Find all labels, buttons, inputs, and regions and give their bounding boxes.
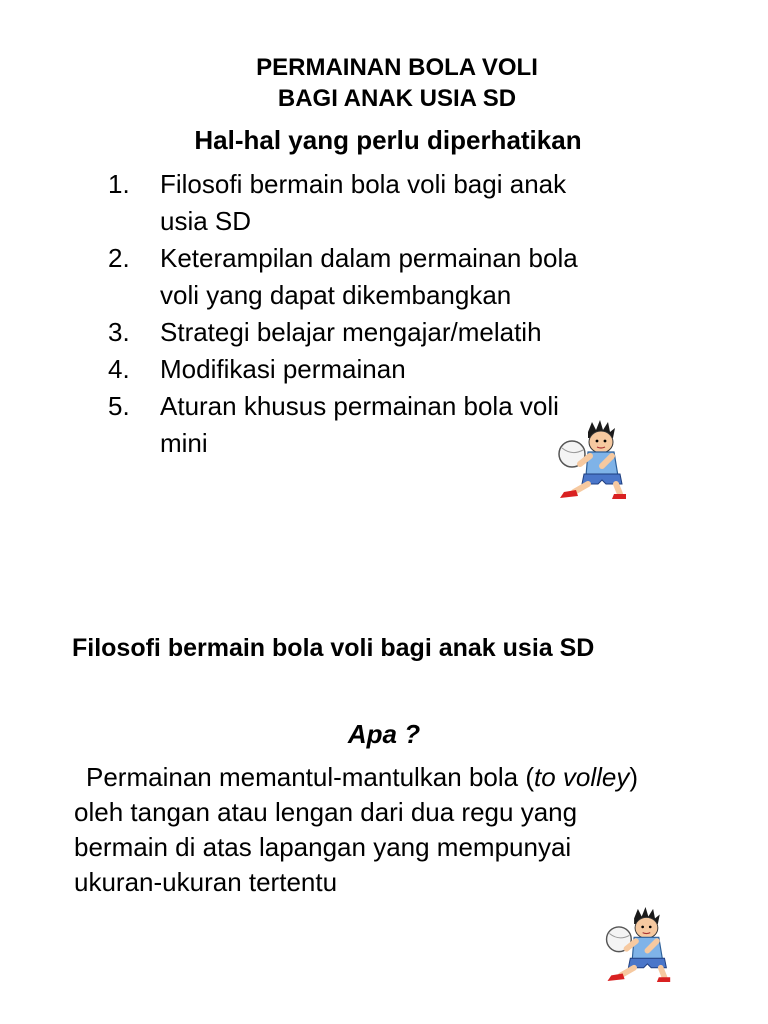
list-text [160,351,668,388]
list-item [108,166,668,240]
volleyball-player-icon [598,904,674,984]
list-text [160,240,668,314]
list-text-line: voli yang dapat dikembangkan [160,280,512,310]
list-text [160,314,668,351]
paragraph-text: Permainan memantul-mantulkan bola ( [86,762,534,792]
list-text [160,166,668,240]
list-number: 4. [108,354,130,384]
question-heading: Apa ? [347,719,421,749]
list-number: 1. [108,169,130,199]
list-item [108,314,668,351]
page-title-line-2: BAGI ANAK USIA SD [277,85,517,112]
list-text-line: usia SD [160,206,252,236]
paragraph-line: oleh tangan atau lengan dari dua regu yang [74,797,578,827]
subtitle: Hal-hal yang perlu diperhatikan [194,125,582,155]
list-number: 3. [108,317,130,347]
paragraph-line: bermain di atas lapangan yang mempunyai [74,832,572,862]
page-title-line-1: PERMAINAN BOLA VOLI [256,54,538,81]
list-text-line: Aturan khusus permainan bola voli [160,391,559,421]
definition-paragraph [74,760,734,900]
list-text-line: mini [160,428,208,458]
volleyball-player-icon [550,418,630,500]
list-number: 2. [108,243,130,273]
paragraph-italic-text: to volley [534,762,630,792]
section-heading: Filosofi bermain bola voli bagi anak usia SD [72,634,595,662]
paragraph-line [74,760,734,795]
list-number: 5. [108,391,130,421]
list-text-line: Keterampilan dalam permainan bola [160,243,578,273]
paragraph-line: ukuran-ukuran tertentu [74,867,338,897]
list-item [108,351,668,388]
list-item [108,240,668,314]
paragraph-text: ) [629,762,639,792]
list-text-line: Modifikasi permainan [160,354,406,384]
list-text-line: Filosofi bermain bola voli bagi anak [160,169,567,199]
list-text-line: Strategi belajar mengajar/melatih [160,317,542,347]
